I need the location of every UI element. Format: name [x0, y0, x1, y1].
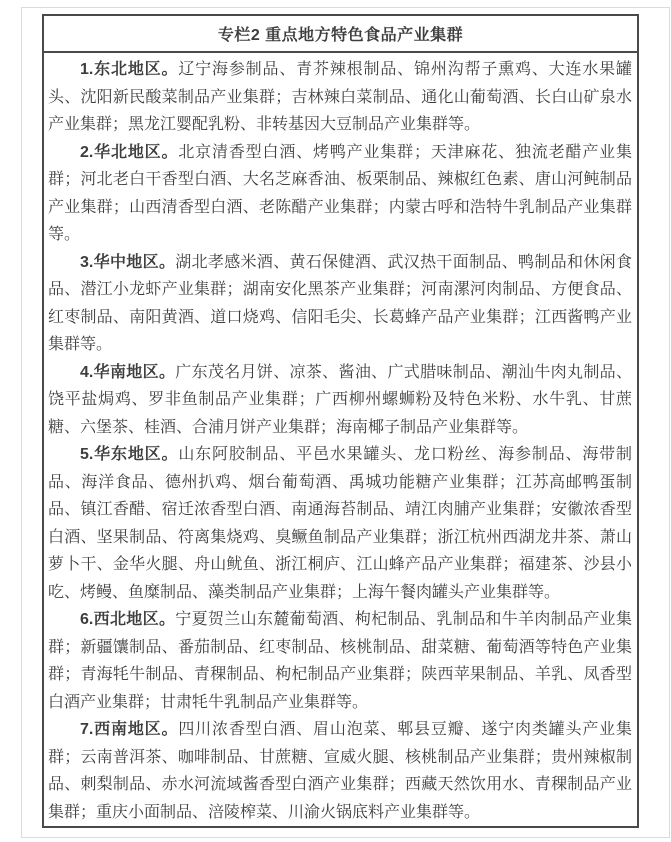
region-products-northeast: 辽宁海参制品、青芥辣根制品、锦州沟帮子熏鸡、大连水果罐头、沈阳新民酸菜制品产业集群；吉林辣白菜制品、通化山葡萄酒、长白山矿泉水产业集群；黑龙江婴配乳粉、非转基因大豆制品产业集群等。 — [48, 61, 632, 133]
region-paragraph-north — [48, 139, 632, 249]
region-products-east: 山东阿胶制品、平邑水果罐头、龙口粉丝、海参制品、海带制品、海洋食品、德州扒鸡、烟台葡萄酒、禹城功能糖产业集群；江苏高邮鸭蛋制品、镇江香醋、宿迁浓香型白酒、南通海苔制品、靖江肉脯产业集群；安徽浓香型白酒、坚果制品、符离集烧鸡、臭鳜鱼制品产业集群；浙江杭州西湖龙井茶、萧山萝卜干、金华火腿、舟山鱿鱼、浙江桐庐、江山蜂产品产业集群；福建茶、沙县小吃、烤鳗、鱼糜制品、藻类制品产业集群；上海午餐肉罐头产业集群等。 — [48, 446, 632, 601]
region-paragraph-central — [48, 249, 632, 359]
region-heading-south: 4.华南地区。 — [80, 363, 176, 381]
region-products-southwest: 四川浓香型白酒、眉山泡菜、郫县豆瓣、遂宁肉类罐头产业集群；云南普洱茶、咖啡制品、甘蔗糖、宣威火腿、核桃制品产业集群；贵州辣椒制品、刺梨制品、赤水河流域酱香型白酒产业集群；西藏天然饮用水、青稞制品产业集群；重庆小面制品、涪陵榨菜、川渝火锅底料产业集群等。 — [48, 721, 632, 821]
region-paragraph-south — [48, 359, 632, 442]
region-heading-north: 2.华北地区。 — [80, 143, 179, 161]
region-products-central: 湖北孝感米酒、黄石保健酒、武汉热干面制品、鸭制品和休闲食品、潜江小龙虾产业集群；湖南安化黑茶产业集群；河南漯河肉制品、方便食品、红枣制品、南阳黄酒、道口烧鸡、信阳毛尖、长葛蜂产品产业集群；江西酱鸭产业集群等。 — [48, 253, 632, 353]
region-paragraph-southwest — [48, 716, 632, 824]
column-body — [44, 53, 637, 824]
region-heading-northeast: 1.东北地区。 — [80, 61, 179, 78]
region-products-south: 广东茂名月饼、凉茶、酱油、广式腊味制品、潮汕牛肉丸制品、饶平盐焗鸡、罗非鱼制品产业集群；广西柳州螺蛳粉及特色米粉、水牛乳、甘蔗糖、六堡茶、桂酒、合浦月饼产业集群；海南椰子制品产业集群等。 — [48, 363, 632, 436]
region-heading-southwest: 7.西南地区。 — [80, 721, 179, 738]
region-heading-east: 5.华东地区。 — [80, 446, 179, 463]
region-heading-central: 3.华中地区。 — [80, 253, 176, 271]
column-box — [42, 14, 639, 828]
region-paragraph-east — [48, 441, 632, 606]
column-title: 专栏2 重点地方特色食品产业集群 — [44, 16, 637, 53]
region-products-northwest: 宁夏贺兰山东麓葡萄酒、枸杞制品、乳制品和牛羊肉制品产业集群；新疆馕制品、番茄制品、红枣制品、核桃制品、甜菜糖、葡萄酒等特色产业集群；青海牦牛制品、青稞制品、枸杞制品产业集群；陕西苹果制品、羊乳、凤香型白酒产业集群；甘肃牦牛乳制品产业集群等。 — [48, 611, 632, 711]
region-paragraph-northeast — [48, 56, 632, 139]
region-products-north: 北京清香型白酒、烤鸭产业集群；天津麻花、独流老醋产业集群；河北老白干香型白酒、大名芝麻香油、板栗制品、辣椒红色素、唐山河鲀制品产业集群；山西清香型白酒、老陈醋产业集群；内蒙古呼和浩特牛乳制品产业集群等。 — [48, 143, 632, 243]
region-heading-northwest: 6.西北地区。 — [80, 611, 176, 628]
region-paragraph-northwest — [48, 606, 632, 716]
